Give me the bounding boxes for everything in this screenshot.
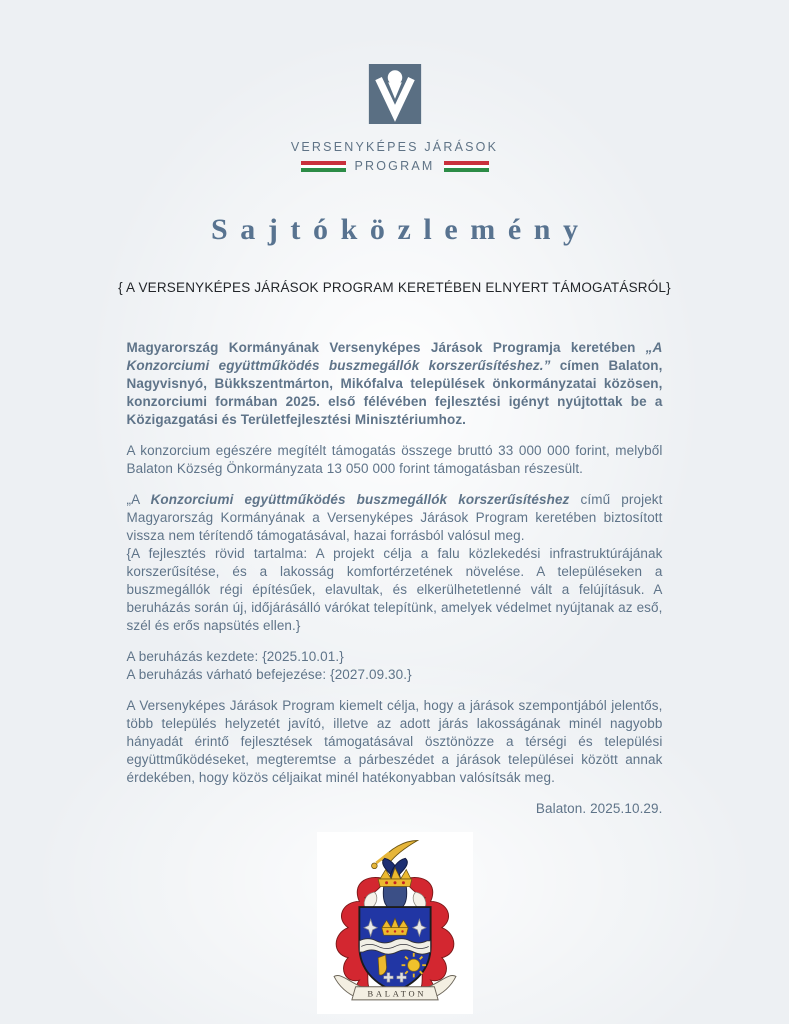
intro-project-quote: „A Konzorciumi együttműködés buszmegállók korszerűsítéshez.” [126, 340, 663, 373]
logo-program-label: PROGRAM [354, 159, 435, 173]
page-title: Sajtóközlemény [210, 213, 591, 246]
project-details: {A fejlesztés rövid tartalma: A projekt célja a falu közlekedési infrastruktúrájának korszerűsítése, és a lakosság komfortérzetének növelése. A településeken a buszmegállók régi építésűek, elavultak, és elkerülhetetlenné vált a felújításuk. A beruházás során új, időjárásálló várókat telepítünk, amelyek védelmet nyújtanak az eső, szél és erős napsütés ellen.} [126, 546, 663, 633]
subtitle: { A VERSENYKÉPES JÁRÁSOK PROGRAM KERETÉBEN ELNYERT TÁMOGATÁSRÓL} [118, 280, 671, 295]
gold-blade [378, 955, 386, 975]
project-dates [127, 648, 663, 684]
paragraph-project-description [127, 491, 663, 635]
sun [401, 953, 425, 977]
hungarian-flag-bar-right [444, 161, 489, 172]
location-pin-v-logo-icon [368, 64, 422, 124]
logo-program-row [0, 159, 789, 173]
intro-lead: Magyarország Kormányának Versenyképes Járások Programja keretében [126, 340, 646, 355]
project-end-date: A beruházás várható befejezése: {2027.09.30.} [126, 667, 412, 682]
shield-crown [381, 918, 407, 935]
program-logo [0, 0, 789, 173]
project-lead: „A [126, 492, 151, 507]
project-start-date: A beruházás kezdete: {2025.10.01.} [126, 649, 344, 664]
project-rest: című projekt Magyarország Kormányának a Versenyképes Járások Program keretében biztosított vissza nem térítendő támogatásával, hazai forrásból valósul meg. [126, 492, 663, 543]
paragraph-grant-amount: A konzorcium egészére megítélt támogatás összege bruttó 33 000 000 forint, melyből Balaton Község Önkormányzata 13 050 000 forint támogatásban részesült. [126, 443, 663, 476]
paragraph-intro [127, 339, 663, 429]
crest-banner-text: BALATON [366, 988, 426, 999]
project-title-quote: Konzorciumi együttműködés buszmegállók korszerűsítéshez [150, 492, 570, 507]
logo-wordmark: VERSENYKÉPES JÁRÁSOK [290, 140, 499, 154]
crest-crown [378, 868, 412, 887]
intro-rest: címen Balaton, Nagyvisnyó, Bükkszentmárton, Mikófalva települések önkormányzatai közösen, konzorciumi formában 2025. első félévében fejlesztési igényt nyújtottak be a Közigazgatási és Területfejlesztési Minisztériumhoz. [126, 358, 663, 427]
dateline: Balaton. 2025.10.29. [535, 801, 663, 816]
hungarian-flag-bar-left [301, 161, 346, 172]
paragraph-program-goal: A Versenyképes Járások Program kiemelt célja, hogy a járások szempontjából jelentős, több település helyzetét javító, illetve az adott járás lakosságának minél nagyobb hányadát érintő fejlesztések támogatásával ösztönözze a térségi és települési együttműködéseket, megteremtse a párbeszédet a járások települései között annak érdekében, hogy közös céljaikat minél hatékonyabban valósítsák meg. [126, 698, 663, 785]
press-release-body [127, 339, 663, 818]
coat-of-arms-graphic [320, 835, 470, 1011]
balaton-coat-of-arms [317, 832, 473, 1014]
